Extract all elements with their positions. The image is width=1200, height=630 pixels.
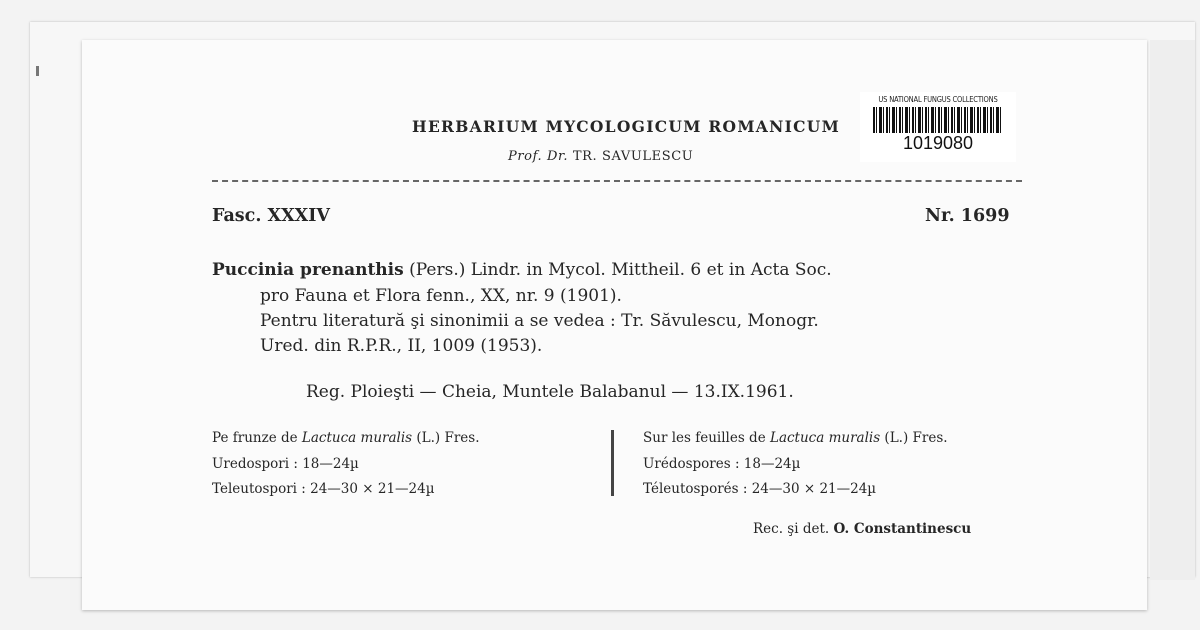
species-name: Puccinia prenanthis — [212, 260, 404, 280]
citation-line-2: pro Fauna et Flora fenn., XX, nr. 9 (1901). — [260, 286, 622, 306]
curator-name: TR. SAVULESCU — [572, 149, 694, 164]
host-prefix-fr: Sur les feuilles de — [643, 430, 770, 446]
barcode-icon — [873, 107, 1003, 133]
teleutospores-french: Téleutosporés : 24—30 × 21—24µ — [643, 481, 877, 497]
barcode-collection: US NATIONAL FUNGUS COLLECTIONS — [878, 95, 998, 104]
collector-line — [753, 521, 971, 537]
collector-name: O. Constantinescu — [833, 521, 972, 537]
host-romanian — [212, 430, 479, 446]
citation-line-4: Ured. din R.P.R., II, 1009 (1953). — [260, 336, 543, 356]
curator-line — [508, 149, 693, 164]
species-authority: (Pers.) Lindr. in Mycol. Mittheil. 6 et in Acta Soc. — [403, 260, 832, 280]
citation-line-3: Pentru literatură şi sinonimii a se vedea : Tr. Săvulescu, Monogr. — [260, 311, 819, 331]
host-prefix-ro: Pe frunze de — [212, 430, 302, 446]
barcode-number: 1019080 — [902, 133, 974, 153]
institution-title: HERBARIUM MYCOLOGICUM ROMANICUM — [412, 117, 841, 136]
host-suffix-fr: (L.) Fres. — [880, 430, 948, 446]
collector-prefix: Rec. şi det. — [753, 521, 834, 537]
barcode-sticker — [860, 92, 1016, 162]
curator-prefix: Prof. Dr. — [508, 149, 569, 164]
species-line — [212, 260, 832, 280]
sheet-edge-mark — [36, 66, 39, 76]
uredospores-romanian: Uredospori : 18—24µ — [212, 456, 359, 472]
host-name-fr: Lactuca muralis — [769, 430, 881, 446]
divider-rule — [212, 180, 1022, 182]
teleutospores-romanian: Teleutospori : 24—30 × 21—24µ — [212, 481, 435, 497]
column-divider — [611, 430, 614, 496]
fascicle-number: Fasc. XXXIV — [212, 206, 330, 226]
host-suffix-ro: (L.) Fres. — [412, 430, 480, 446]
locality-date: Reg. Ploieşti — Cheia, Muntele Balabanul — 13.IX.1961. — [306, 382, 794, 402]
host-name-ro: Lactuca muralis — [301, 430, 413, 446]
uredospores-french: Urédospores : 18—24µ — [643, 456, 801, 472]
host-french — [643, 430, 948, 446]
background-sheet-edge — [1150, 40, 1195, 580]
specimen-number: Nr. 1699 — [925, 206, 1010, 226]
